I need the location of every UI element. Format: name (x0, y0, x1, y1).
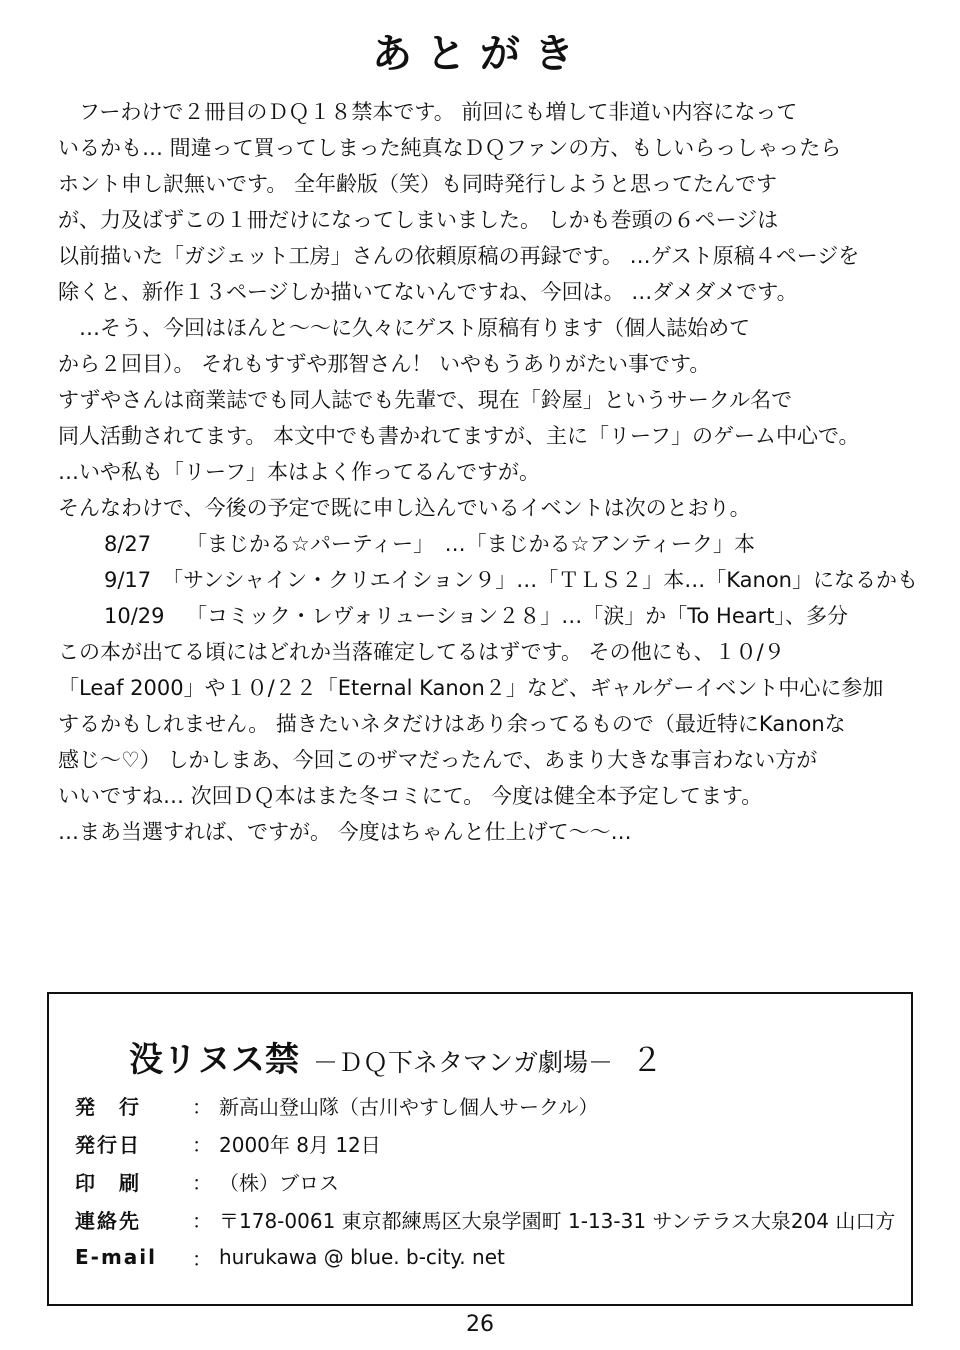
text-line: から２回目）。 それもすずや那智さん！ いやもうありがたい事です。 (58, 352, 711, 376)
event-row (58, 598, 918, 634)
colophon-rows (75, 1086, 895, 1276)
colophon-row-contact (75, 1200, 895, 1238)
book-volume: ２ (631, 1041, 664, 1079)
event-date: 10/29 (104, 604, 165, 628)
event-text: 「まじかる☆パーティー」 …「まじかる☆アンティーク」本 (186, 532, 755, 556)
row-label: 印 刷 (75, 1170, 141, 1195)
text-line: …まあ当選すれば、ですが。 今度はちゃんと仕上げて〜〜… (58, 820, 632, 844)
event-date: 8/27 (104, 532, 152, 556)
event-row (58, 526, 918, 562)
text-line: が、力及ばずこの１冊だけになってしまいました。 しかも巻頭の６ページは (58, 208, 779, 232)
text-line: すずやさんは商業誌でも同人誌でも先輩で、現在「鈴屋」というサークル名で (58, 388, 793, 412)
row-value: （株）ブロス (219, 1170, 339, 1195)
text-line: この本が出てる頃にはどれか当落確定してるはずです。 その他にも、１０/９ (58, 640, 785, 664)
event-date: 9/17 (104, 568, 152, 592)
book-title (129, 1032, 663, 1081)
text-line: そんなわけで、今後の予定で既に申し込んでいるイベントは次のとおり。 (58, 496, 751, 520)
text-line: 感じ〜♡） しかしまあ、今回このザマだったんで、あまり大きな事言わない方が (58, 748, 818, 772)
row-value: 新高山登山隊（古川やすし個人サークル） (219, 1094, 599, 1119)
row-separator: ： (192, 1170, 212, 1195)
text-line: ホント申し訳無いです。 全年齢版（笑）も同時発行しようと思ってたんです (58, 172, 777, 196)
page-title: あとがき (372, 31, 588, 77)
page-number: 26 (466, 1312, 494, 1337)
colophon-row-email (75, 1238, 895, 1276)
row-label: E-mail (75, 1245, 158, 1269)
text-line: …そう、今回はほんと〜〜に久々にゲスト原稿有ります（個人誌始めて (58, 316, 751, 340)
colophon-row-publisher (75, 1086, 895, 1124)
book-subtitle: －ＤＱ下ネタマンガ劇場－ (313, 1048, 614, 1077)
afterword-body (58, 94, 918, 850)
colophon-box (47, 992, 913, 1306)
row-value: 2000年 8月 12日 (219, 1132, 381, 1157)
row-label: 発行日 (75, 1132, 141, 1157)
row-label: 発 行 (75, 1094, 141, 1119)
colophon-row-date (75, 1124, 895, 1162)
row-value: hurukawa @ blue. b-city. net (219, 1245, 505, 1269)
row-separator: ： (192, 1208, 212, 1233)
text-line: 除くと、新作１３ページしか描いてないんですね、今回は。 …ダメダメです。 (58, 280, 798, 304)
text-line: するかもしれません。 描きたいネタだけはあり余ってるもので（最近特にKanonな (58, 712, 846, 736)
event-text: 「コミック・レヴォリューション２８」…「涙」か「To Heart」、多分 (186, 604, 848, 628)
text-line: 以前描いた「ガジェット工房」さんの依頼原稿の再録です。 …ゲスト原稿４ページを (58, 244, 860, 268)
event-row (58, 562, 918, 598)
colophon-row-printer (75, 1162, 895, 1200)
row-separator: ： (192, 1246, 212, 1271)
row-separator: ： (192, 1132, 212, 1157)
event-text: 「サンシャイン・クリエイション９」…「ＴＬＳ２」本…「Kanon」になるかも (162, 568, 918, 592)
text-line: 同人活動されてます。 本文中でも書かれてますが、主に「リーフ」のゲーム中心で。 (58, 424, 860, 448)
text-line: いるかも… 間違って買ってしまった純真なＤＱファンの方、もしいらっしゃったら (58, 136, 842, 160)
text-line: フーわけで２冊目のＤＱ１８禁本です。 前回にも増して非道い内容になって (58, 100, 798, 124)
text-line: いいですね… 次回ＤＱ本はまた冬コミにて。 今度は健全本予定してます。 (58, 784, 763, 808)
text-line: …いや私も「リーフ」本はよく作ってるんですが。 (58, 460, 540, 484)
row-label: 連絡先 (75, 1208, 141, 1233)
book-title-main: 没リヌス禁 (129, 1040, 299, 1080)
row-separator: ： (192, 1094, 212, 1119)
text-line: 「Leaf 2000」や１０/２２「Eternal Kanon２」など、ギャルゲーイベント中心に参加 (58, 676, 884, 700)
row-value: 〒178-0061 東京都練馬区大泉学園町 1-13-31 サンテラス大泉204 山口方 (219, 1208, 895, 1233)
